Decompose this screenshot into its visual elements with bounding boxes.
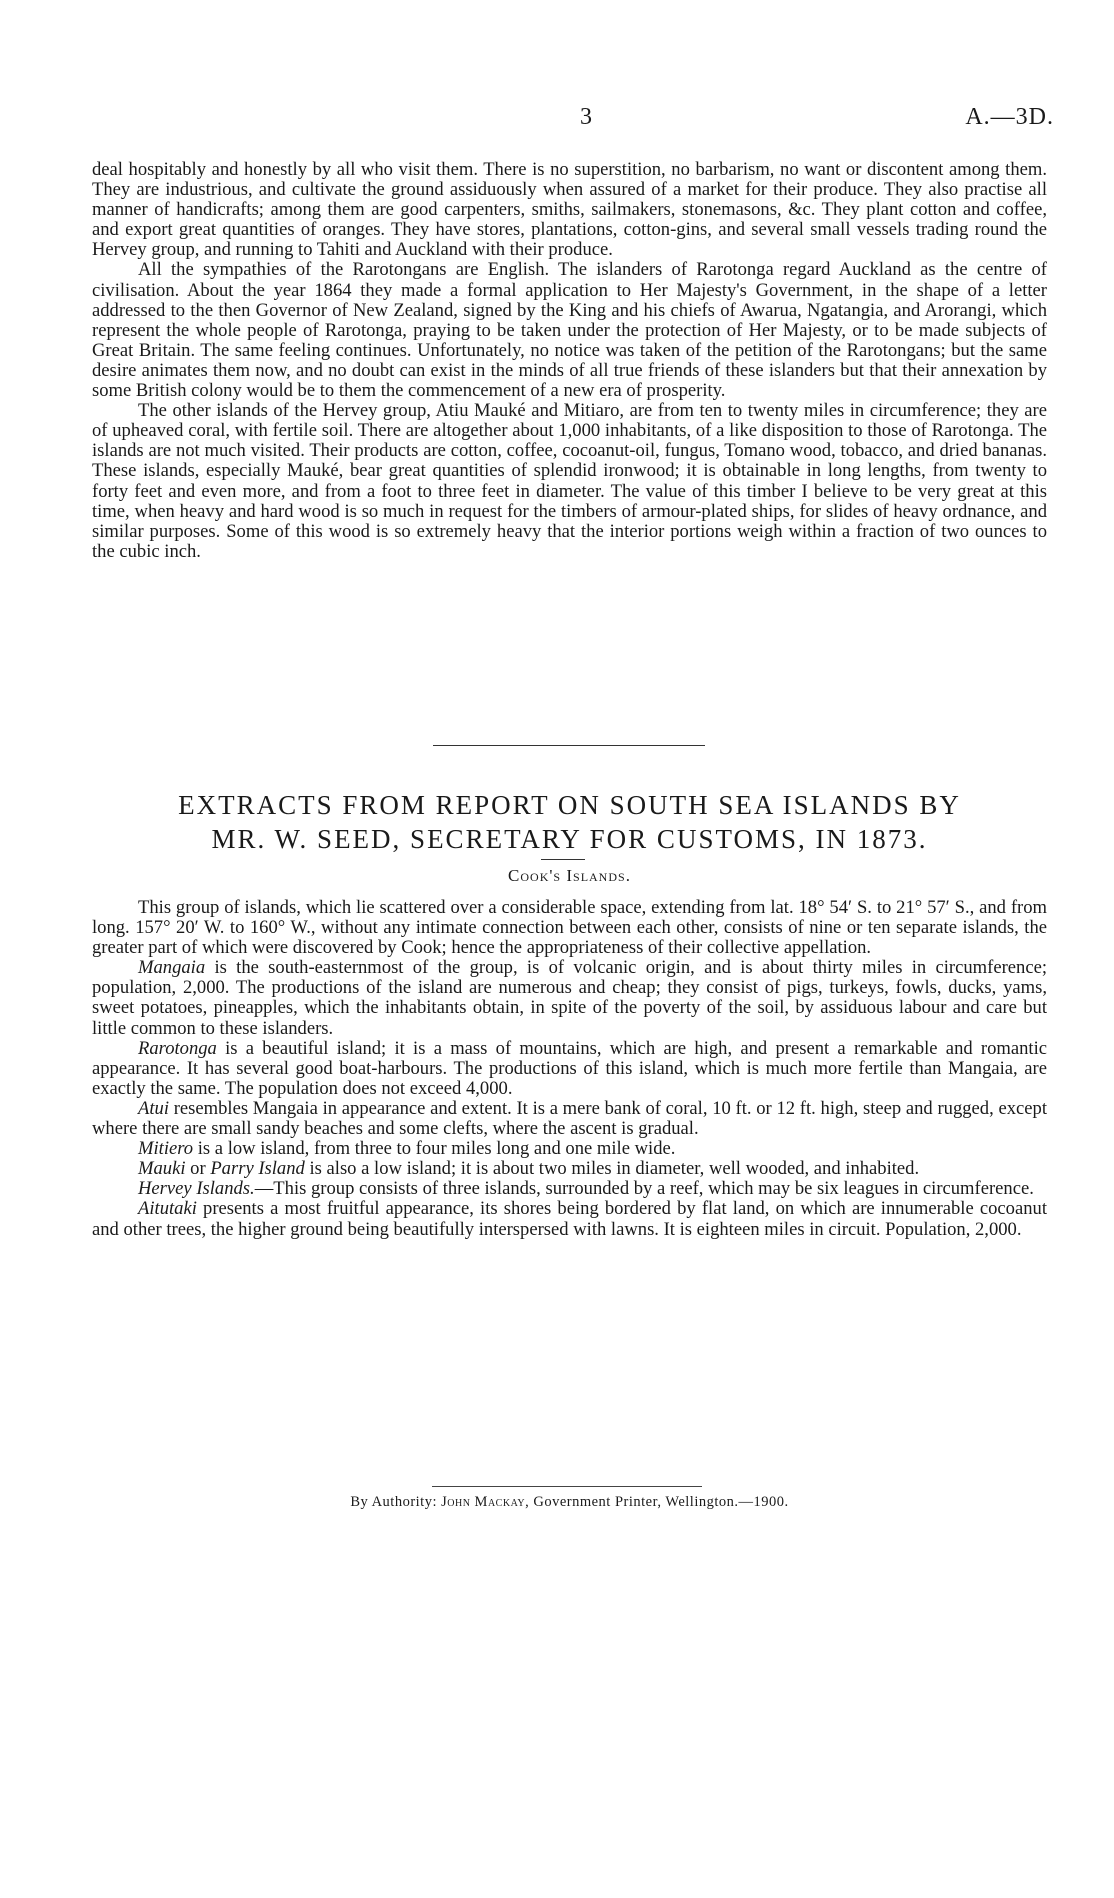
island-entry	[92, 1199, 1047, 1239]
island-description: presents a most fruitful appearance, its shores being bordered by flat land, on which are innumerable cocoanut and other trees, the higher ground being beautifully interspersed with lawns. It is eighteen miles in circuit. Population, 2,000.	[92, 1198, 1047, 1240]
island-name: Mauki	[138, 1158, 186, 1180]
imprint-suffix: , Government Printer, Wellington.—1900.	[525, 1494, 789, 1510]
paragraph: deal hospitably and honestly by all who visit them. There is no superstition, no barbarism, no want or discontent among them. They are industrious, and cultivate the ground assiduously when assured of a market for their produce. They also practise all manner of handicrafts; among them are good carpenters, smiths, sailmakers, stonemasons, &c. They plant cotton and coffee, and export great quantities of oranges. They have stores, plantations, cotton-gins, and several small vessels trading round the Hervey group, and running to Tahiti and Auckland with their produce.	[92, 159, 1047, 261]
island-entry	[92, 958, 1047, 1038]
printer-imprint	[92, 1494, 1047, 1511]
section-subtitle: Cook's Islands.	[508, 866, 631, 885]
printer-name: John Mackay	[441, 1494, 526, 1510]
island-name: Mangaia	[138, 957, 206, 979]
island-name-connector: or	[185, 1158, 211, 1180]
island-name: Rarotonga	[138, 1037, 217, 1059]
island-entry	[92, 1159, 1047, 1179]
island-description: is the south-easternmost of the group, is of volcanic origin, and is about thirty miles in circumference; population, 2,000. The productions of the island are numerous and cheap; they consist of pigs, turkeys, fowls, ducks, yams, sweet potatoes, pineapples, which the inhabitants obtain, in spite of the poverty of the soil, by assiduous labour and care but little common to these islanders.	[92, 957, 1047, 1039]
section-title-line-2: MR. W. SEED, SECRETARY FOR CUSTOMS, IN 1873.	[211, 824, 928, 854]
paragraph: All the sympathies of the Rarotongans are English. The islanders of Rarotonga regard Auckland as the centre of civilisation. About the year 1864 they made a formal application to Her Majesty's Government, in the shape of a letter addressed to the then Governor of New Zealand, signed by the King and his chiefs of Awarua, Ngatangia, and Arorangi, which represent the whole people of Rarotonga, praying to be taken under the protection of Her Majesty, or to be made subjects of Great Britain. The same feeling continues. Unfortunately, no notice was taken of the petition of the Rarotongans; but the same desire animates them now, and no doubt can exist in the minds of all true friends of these islanders but that their annexation by some British colony would be to them the commencement of a new era of prosperity.	[92, 259, 1047, 402]
paragraph: This group of islands, which lie scattered over a considerable space, extending from lat. 18° 54′ S. to 21° 57′ S., and from long. 157° 20′ W. to 160° W., without any intimate connection between each other, consists of nine or ten separate islands, the greater part of which were discovered by Cook; hence the appropriateness of their collective appellation.	[92, 897, 1047, 959]
document-reference: A.—3D.	[965, 104, 1054, 130]
paragraph: The other islands of the Hervey group, Atiu Mauké and Mitiaro, are from ten to twenty miles in circumference; they are of upheaved coral, with fertile soil. There are altogether about 1,000 inhabitants, of a like disposition to those of Rarotonga. The islands are not much visited. Their products are cotton, coffee, cocoanut-oil, fungus, Tomano wood, tobacco, and dried bananas. These islands, especially Mauké, bear great quantities of splendid ironwood; it is obtainable in long lengths, from twenty to forty feet and even more, and from a foot to three feet in diameter. The value of this timber I believe to be very great at this time, when heavy and hard wood is so much in request for the timbers of armour-plated ships, for slides of heavy ordnance, and similar purposes. Some of this wood is so extremely heavy that the interior portions weigh within a fraction of two ounces to the cubic inch.	[92, 400, 1047, 562]
island-name: Atui	[138, 1097, 169, 1119]
island-description: —This group consists of three islands, surrounded by a reef, which may be six leagues in circumference.	[254, 1178, 1034, 1200]
section-divider	[433, 745, 705, 746]
island-name: Mitiero	[138, 1138, 194, 1160]
section-title-line-1: EXTRACTS FROM REPORT ON SOUTH SEA ISLANDS BY	[178, 790, 961, 820]
imprint-prefix: By Authority:	[350, 1494, 442, 1510]
section-two	[92, 898, 1047, 1240]
island-entry	[92, 1039, 1047, 1099]
island-entry	[92, 1099, 1047, 1139]
island-entry	[92, 1139, 1047, 1159]
island-entry	[92, 1179, 1047, 1199]
island-description: is a beautiful island; it is a mass of mountains, which are high, and present a remarkable and romantic appearance. It has several good boat-harbours. The productions of this island, which is much more fertile than Mangaia, are exactly the same. The population does not exceed 4,000.	[92, 1037, 1047, 1099]
island-name: Hervey Islands.	[138, 1178, 255, 1200]
title-divider	[541, 859, 585, 860]
island-description: is a low island, from three to four miles long and one mile wide.	[193, 1138, 676, 1160]
section-one	[92, 160, 1047, 562]
footer-divider	[432, 1486, 702, 1487]
island-name: Aitutaki	[138, 1198, 197, 1220]
island-description: resembles Mangaia in appearance and extent. It is a mere bank of coral, 10 ft. or 12 ft. high, steep and rugged, except where there are small sandy beaches and some clefts, where the ascent is gradual.	[92, 1097, 1047, 1140]
page-number: 3	[580, 104, 592, 130]
island-description: is also a low island; it is about two miles in diameter, well wooded, and inhabited.	[304, 1158, 920, 1180]
island-alt-name: Parry Island	[210, 1158, 305, 1180]
